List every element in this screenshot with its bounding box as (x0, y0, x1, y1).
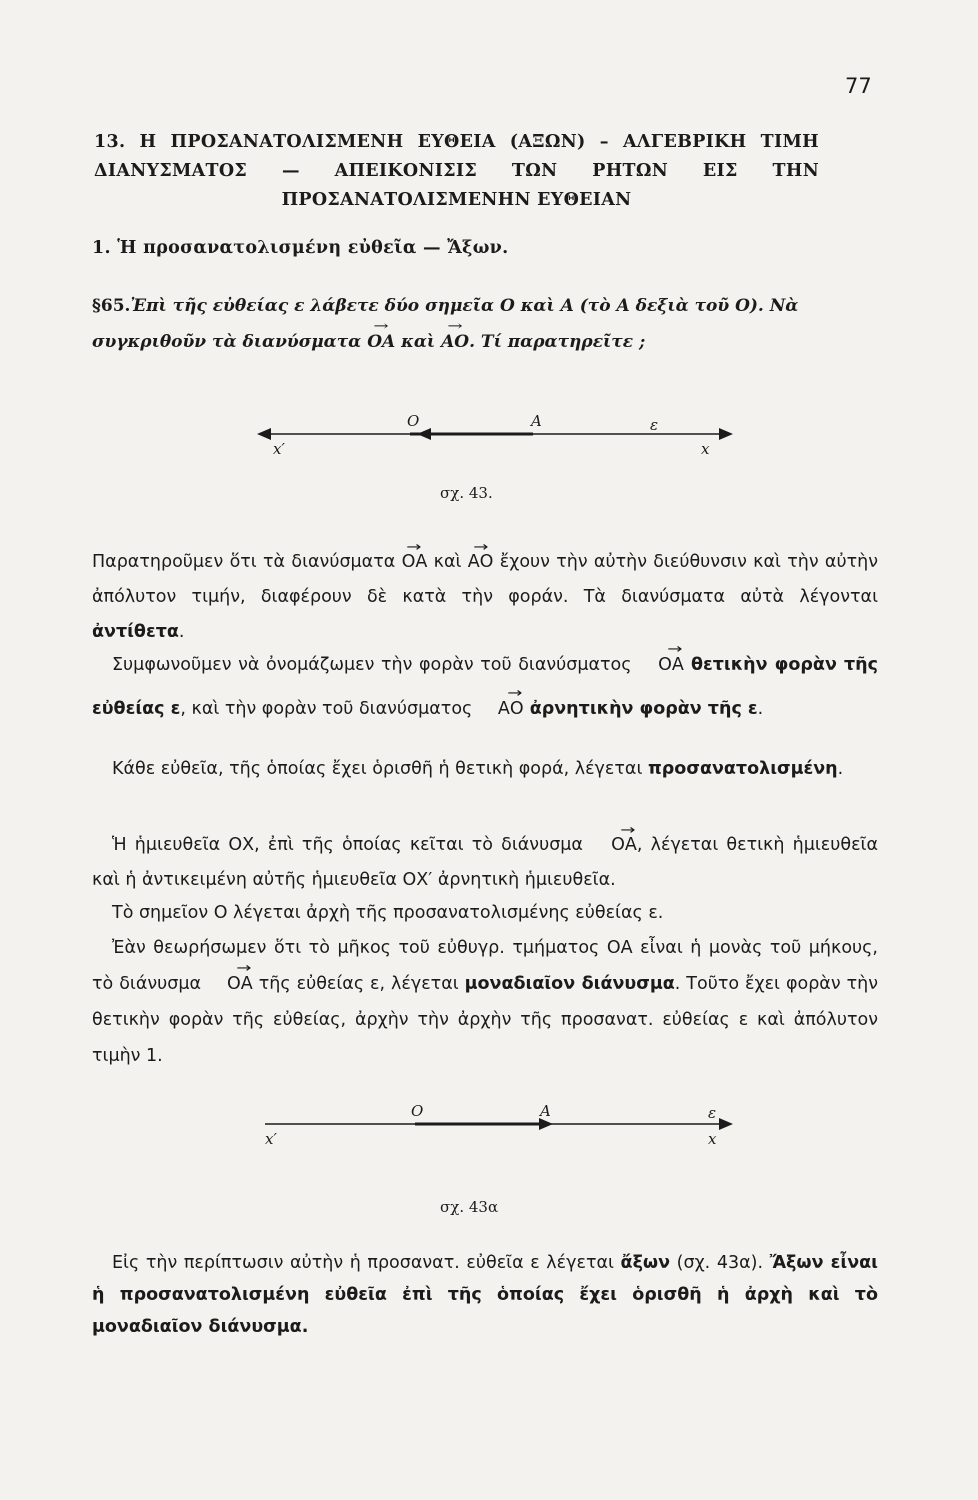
label-o: O (411, 1102, 424, 1120)
vector-ao: → ΑΟ (478, 687, 524, 731)
paragraph-axis (92, 1247, 878, 1343)
text: καὶ (427, 552, 468, 572)
text: . (757, 699, 764, 719)
paragraph-halfline (92, 828, 878, 898)
term-negative: ἀρνητικὴν φορὰν τῆς ε (523, 699, 758, 719)
text: . (178, 622, 185, 642)
paragraph-observe (92, 545, 878, 650)
vector-oa: → ΟΑ (207, 966, 253, 1002)
paragraph-every (92, 752, 878, 787)
label-x-left: x′ (265, 1130, 277, 1148)
text: , λέγεται θετικὴ ἡμιευθεῖα καὶ ἡ ἀντικειμένη αὐτῆς ἡμιευθεῖα ΟΧ′ ἀρνητικὴ ἡμιευθεῖα. (92, 835, 878, 890)
figure-43-caption: σχ. 43. (440, 484, 493, 502)
label-e: ε (708, 1104, 717, 1122)
text: Ἐὰν θεωρήσωμεν ὅτι τὸ μῆκος τοῦ εὐθυγρ. τμήματος ΟΑ εἶναι ἡ μονὰς τοῦ μήκους, τὸ διάνυσμα (92, 938, 878, 994)
text: Παρατηροῦμεν ὅτι τὰ διανύσματα (92, 552, 402, 572)
label-o: O (407, 412, 420, 430)
text: . (837, 759, 844, 779)
arrow-right (719, 1118, 733, 1130)
text: τῆς εὐθείας ε, λέγεται (252, 974, 465, 994)
term-opposite: ἀντίθετα (92, 622, 179, 642)
paragraph-number: §65. (92, 296, 131, 316)
paragraph-origin: Τὸ σημεῖον Ο λέγεται ἀρχὴ τῆς προσανατολισμένης εὐθείας ε. (112, 903, 664, 923)
vector-oa: → ΟΑ (402, 545, 428, 580)
text: Συμφωνοῦμεν νὰ ὀνομάζωμεν τὴν φορὰν τοῦ διανύσματος (112, 655, 639, 675)
arrow-right (719, 428, 733, 440)
vector-oa: → ΟΑ (367, 324, 395, 360)
paragraph-65 (92, 288, 878, 360)
text: . Τί παρατηρεῖτε ; (469, 332, 646, 352)
subheading: 1. Ἡ προσανατολισμένη εὐθεῖα — Ἄξων. (92, 238, 509, 258)
text: Ἡ ἡμιευθεῖα ΟΧ, ἐπὶ τῆς ὁποίας κεῖται τὸ διάνυσμα (112, 835, 592, 855)
label-x-right: x (701, 440, 710, 458)
text: , καὶ τὴν φορὰν τοῦ διανύσματος (180, 699, 478, 719)
text: καὶ (395, 332, 442, 352)
term-positive: θετικὴν φορὰν τῆς εὐθείας ε (92, 655, 878, 719)
term-axis: ἄξων (620, 1253, 671, 1273)
figure-43-diagram (255, 410, 735, 460)
label-a: A (540, 1102, 551, 1120)
paragraph-unit (92, 930, 878, 1074)
text: Κάθε εὐθεῖα, τῆς ὁποίας ἔχει ὁρισθῆ ἡ θετικὴ φορά, λέγεται (112, 759, 648, 779)
vector-ao: → ΑΟ (468, 545, 494, 580)
vector-oa: → ΟΑ (591, 828, 637, 863)
text: . Τοῦτο ἔχει φορὰν τὴν θετικὴν φορὰν τῆς εὐθείας, ἀρχὴν τὴν ἀρχὴν τῆς προσανατ. εὐθείας ε καὶ ἀπόλυτον τιμὴν 1. (92, 974, 878, 1066)
text: ἔχουν τὴν αὐτὴν διεύθυνσιν καὶ τὴν αὐτὴν ἀπόλυτον τιμήν, διαφέρουν δὲ κατὰ τὴν φοράν. Τὰ διανύσματα αὐτὰ λέγονται (92, 552, 878, 607)
paragraph-agree (92, 643, 878, 731)
text: Εἰς τὴν περίπτωσιν αὐτὴν ἡ προσανατ. εὐθεῖα ε λέγεται (112, 1253, 621, 1273)
page-number: 77 (845, 74, 872, 98)
term-oriented: προσανατολισμένη (647, 759, 838, 779)
vector-ao: → ΑΟ (441, 324, 469, 360)
figure-43a-diagram (255, 1100, 735, 1150)
label-e: ε (650, 416, 659, 434)
vector-oa: → ΟΑ (638, 643, 684, 687)
figure-43a-caption: σχ. 43α (440, 1198, 499, 1216)
label-a: A (531, 412, 542, 430)
term-unit-vector: μοναδιαῖον διάνυσμα (464, 974, 675, 994)
axis-definition: Ἄξων εἶναι ἡ προσανατολισμένη εὐθεῖα ἐπὶ τῆς ὁποίας ἔχει ὁρισθῆ ἡ ἀρχὴ καὶ τὸ μοναδιαῖον διάνυσμα. (92, 1253, 878, 1337)
text: (σχ. 43α). (670, 1253, 764, 1273)
label-x-left: x′ (273, 440, 285, 458)
section-heading: 13. Η ΠΡΟΣΑΝΑΤΟΛΙΣΜΕΝΗ ΕΥΘΕΙΑ (ΑΞΩΝ) – ΑΛΓΕΒΡΙΚΗ ΤΙΜΗ ΔΙΑΝΥΣΜΑΤΟΣ — ΑΠΕΙΚΟΝΙΣΙΣ ΤΩΝ ΡΗΤΩΝ ΕΙΣ ΤΗΝ ΠΡΟΣΑΝΑΤΟΛΙΣΜΕΝΗΝ ΕΥΘΕΙΑΝ (94, 132, 819, 210)
text: Ἐπὶ τῆς εὐθείας ε λάβετε δύο σημεῖα Ο καὶ Α (τὸ Α δεξιὰ τοῦ Ο). Νὰ συγκριθοῦν τὰ διανύσματα (92, 296, 799, 352)
label-x-right: x (708, 1130, 717, 1148)
arrow-left (257, 428, 271, 440)
